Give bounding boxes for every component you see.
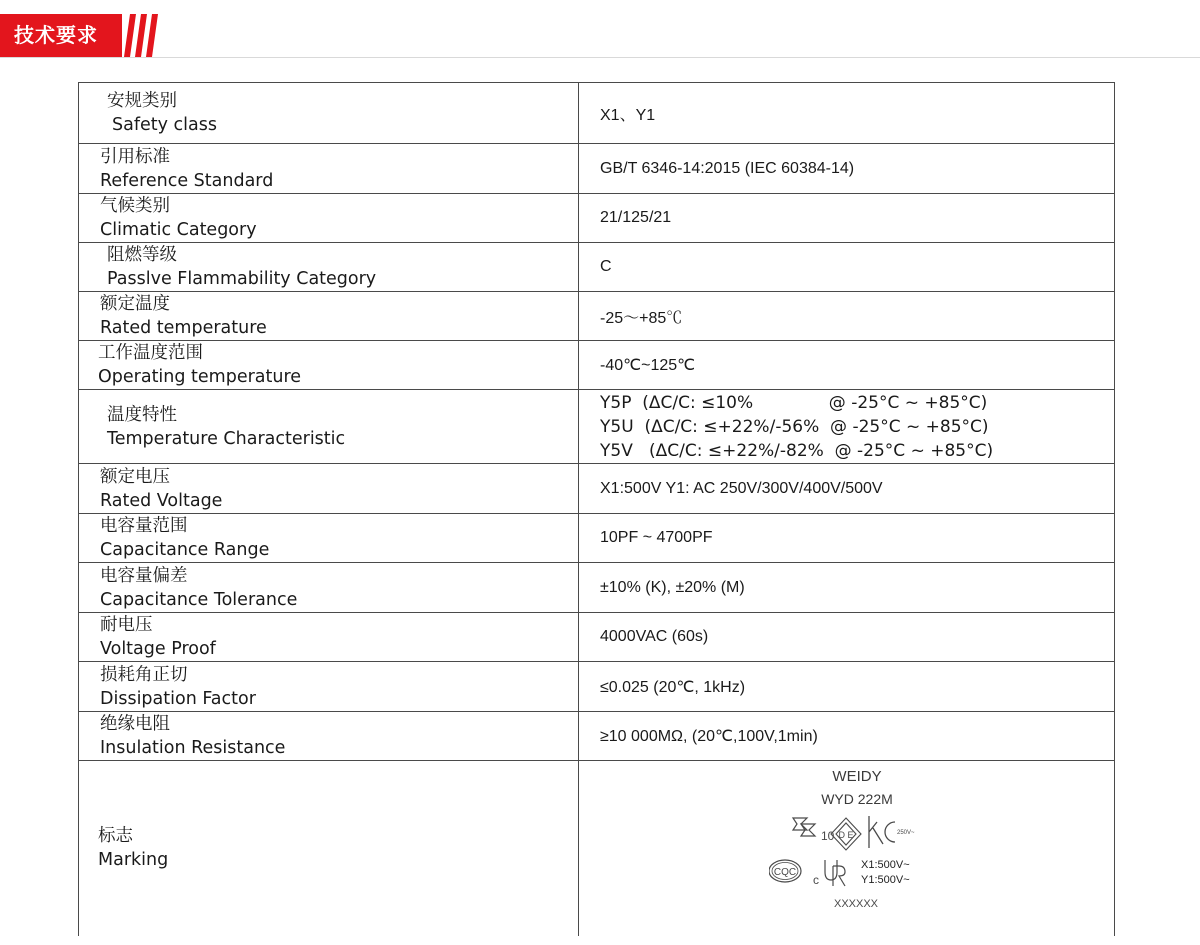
row-value: ±10% (K), ±20% (M)	[579, 563, 1115, 613]
row-label: 额定温度 Rated temperature	[79, 292, 579, 341]
ur-mark-icon	[825, 860, 845, 886]
row-label: 工作温度范围 Operating temperature	[79, 341, 579, 390]
slash-decoration-icon	[122, 14, 162, 57]
table-row	[79, 390, 1115, 464]
enec-mark-icon	[793, 818, 815, 836]
row-value: C	[579, 243, 1115, 292]
table-row	[79, 194, 1115, 243]
temp-char-line: Y5V (ΔC/C: ≤+22%/-82% @ -25°C ~ +85°C)	[600, 440, 994, 461]
table-row	[79, 292, 1115, 341]
table-row	[79, 613, 1115, 662]
row-label: 耐电压 Voltage Proof	[79, 613, 579, 662]
row-value: 21/125/21	[579, 194, 1115, 243]
table-row	[79, 341, 1115, 390]
row-label: 安规类别 Safety class	[79, 83, 579, 144]
row-label: 绝缘电阻 Insulation Resistance	[79, 712, 579, 761]
x1-rating: X1:500V~	[861, 859, 910, 872]
marking-model: WYD 222M	[821, 791, 893, 808]
row-value: X1、Y1	[579, 83, 1115, 144]
marking-brand: WEIDY	[832, 768, 882, 786]
temp-char-line: Y5P (ΔC/C: ≤10% @ -25°C ~ +85°C)	[600, 392, 988, 413]
row-value: 4000VAC (60s)	[579, 613, 1115, 662]
table-row	[79, 243, 1115, 292]
row-label: 损耗角正切 Dissipation Factor	[79, 662, 579, 712]
ul-prefix: c	[813, 873, 819, 888]
marking-cell	[579, 761, 1115, 936]
certification-marks	[769, 810, 949, 915]
temp-char-line: Y5U (ΔC/C: ≤+22%/-56% @ -25°C ~ +85°C)	[600, 416, 989, 437]
row-label: 电容量范围 Capacitance Range	[79, 514, 579, 563]
row-value: GB/T 6346-14:2015 (IEC 60384-14)	[579, 144, 1115, 194]
table-row	[79, 662, 1115, 712]
row-value	[579, 390, 1115, 464]
kc-mark-icon	[869, 816, 895, 848]
kc-rating: 250V~	[897, 830, 915, 837]
header-divider	[0, 57, 1200, 58]
row-value: X1:500V Y1: AC 250V/300V/400V/500V	[579, 464, 1115, 514]
row-label: 温度特性 Temperature Characteristic	[79, 390, 579, 464]
row-value: -25～+85℃	[579, 292, 1115, 341]
row-value: ≥10 000MΩ, (20℃,100V,1min)	[579, 712, 1115, 761]
de-mark: D E	[838, 830, 854, 841]
table-row	[79, 144, 1115, 194]
marking-illustration	[579, 762, 1135, 934]
date-code: XXXXXX	[833, 898, 879, 911]
table-row	[79, 563, 1115, 613]
table-row	[79, 464, 1115, 514]
row-label: 标志 Marking	[79, 761, 579, 936]
row-label: 阻燃等级 Passlve Flammability Category	[79, 243, 579, 292]
row-value: 10PF ~ 4700PF	[579, 514, 1115, 563]
table-row	[79, 761, 1115, 936]
section-title: 技术要求	[0, 14, 122, 57]
section-header	[0, 14, 1200, 58]
table-row	[79, 712, 1115, 761]
row-label: 气候类别 Climatic Category	[79, 194, 579, 243]
table-row	[79, 514, 1115, 563]
cqc-text: CQC	[773, 867, 797, 879]
enec-code: 10	[821, 829, 835, 844]
row-label: 电容量偏差 Capacitance Tolerance	[79, 563, 579, 613]
row-value: -40℃~125℃	[579, 341, 1115, 390]
row-value: ≤0.025 (20℃, 1kHz)	[579, 662, 1115, 712]
spec-table	[78, 82, 1115, 936]
row-label: 引用标准 Reference Standard	[79, 144, 579, 194]
y1-rating: Y1:500V~	[861, 874, 910, 887]
table-row	[79, 83, 1115, 144]
row-label: 额定电压 Rated Voltage	[79, 464, 579, 514]
